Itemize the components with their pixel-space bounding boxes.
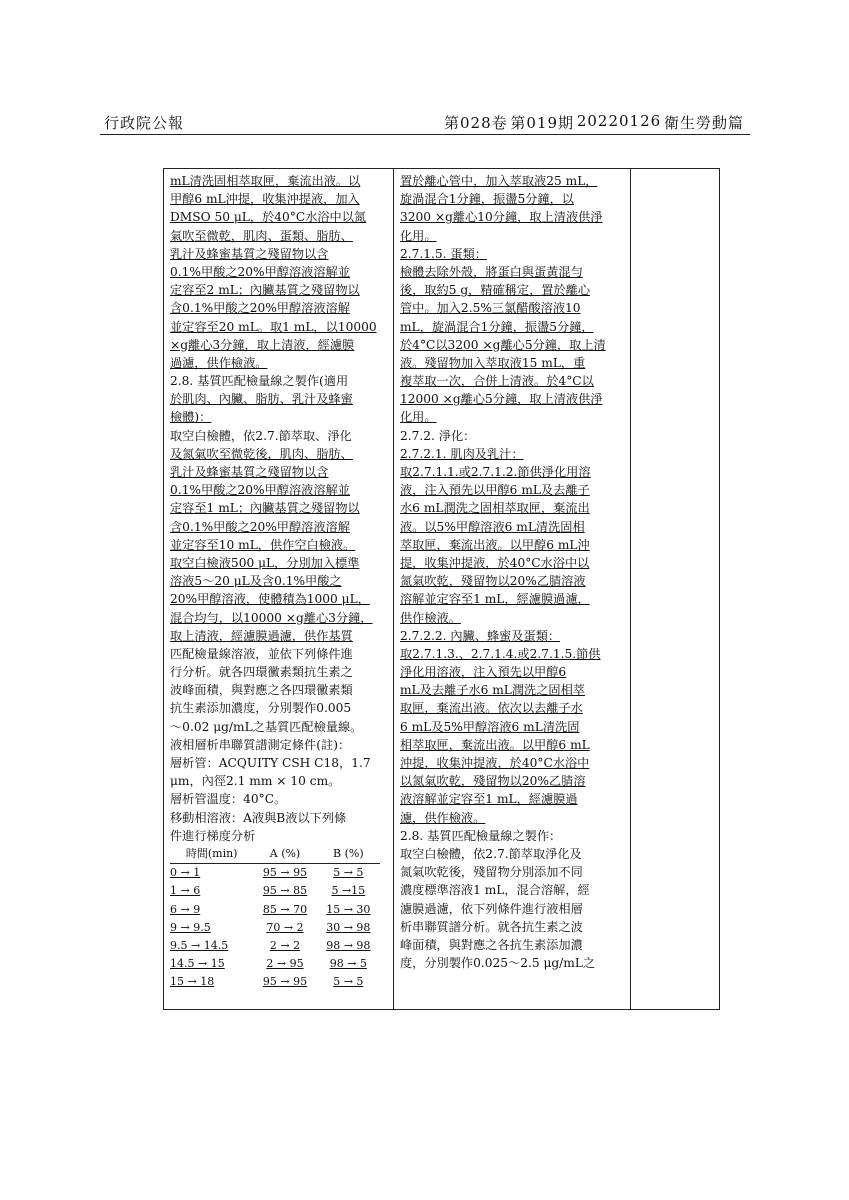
text-line: 2.7.2. 淨化： [400,428,476,443]
table-row [170,919,380,937]
gradient-cell [170,973,253,991]
text-line: 波峰面積，與對應之各四環黴素類 [170,683,353,698]
gradient-cell-value: 95 → 95 [262,975,308,989]
gradient-cell [317,882,380,900]
text-line: 置於離心管中，加入萃取液25 mL， [400,174,598,188]
table-row [170,882,380,900]
gradient-cell-value: 2 → 95 [266,957,304,971]
text-line: DMSO 50 μL，於40°C水浴中以氮 [170,210,367,225]
gradient-cell [253,973,316,991]
text-line: 管中。加入2.5%三氯醋酸溶液10 [400,301,581,316]
text-line: 取上清液，經濾膜過濾，供作基質 [170,628,353,643]
text-line: 過濾，供作檢液。 [170,355,268,370]
text-line: 抗生素添加濃度，分別製作0.005 [170,701,352,716]
text-line: 析串聯質譜分析。就各抗生素之波 [400,919,583,934]
gradient-cell-value: 5 →15 [331,884,366,898]
gradient-header: A (%) [253,845,316,864]
text-line: 移動相溶液：A液與B液以下列條 [170,810,347,825]
gradient-cell-value: 98 → 5 [329,957,367,971]
table-row [170,901,380,919]
text-line: 化用。 [400,228,437,243]
gradient-cell-value: 0 → 1 [170,866,201,880]
text-line: 沖提，收集沖提液，於40°C水浴中 [400,756,590,770]
gradient-cell-value: 30 → 98 [326,920,371,934]
table-row [170,973,380,991]
gradient-cell [170,919,253,937]
gazette-title: 行政院公報 [104,114,185,132]
comparison-table [163,168,720,1010]
gradient-cell [253,955,316,973]
text-line: ～0.02 μg/mL之基質匹配檢量線。 [170,719,363,734]
gradient-header: B (%) [317,845,380,864]
gradient-table [170,845,380,992]
text-line: 濃度標準溶液1 mL，混合溶解，經 [400,883,590,898]
text-line: 取2.7.1.3.、2.7.1.4.或2.7.1.5.節供 [400,646,601,661]
gradient-cell-value: 70 → 2 [266,920,304,934]
gradient-cell-value: 2 → 2 [269,938,301,952]
text-line: 萃取匣，棄流出液。以甲醇6 mL沖 [400,537,590,552]
text-line: 甲醇6 mL沖提，收集沖提液，加入 [170,192,360,207]
issue: 第019期 [510,114,575,132]
text-line: μm，內徑2.1 mm × 10 cm。 [170,774,341,789]
text-line: 2.7.1.5. 蛋類： [400,246,487,261]
text-line: 檢體)： [170,410,212,425]
text-line: 定容至2 mL；內臟基質之殘留物以 [170,283,360,298]
text-line: 層析管：ACQUITY CSH C18，1.7 [170,756,371,770]
text-line: 含0.1%甲酸之20%甲醇溶液溶解 [170,301,350,316]
text-line: 20%甲醇溶液，使體積為1000 μL， [170,592,370,607]
text-line: 6 mL及5%甲醇溶液6 mL清洗固 [400,719,580,734]
header-meta [444,112,744,133]
text-line: 化用。 [400,410,437,425]
text-line: 溶液5～20 μL及含0.1%甲酸之 [170,574,342,589]
text-line: 提，收集沖提液，於40°C水浴中以 [400,555,590,570]
text-line: 含0.1%甲酸之20%甲醇溶液溶解 [170,519,350,534]
amended-text-column [170,172,391,992]
text-line: 供作檢液。 [400,610,461,625]
table-row [170,955,380,973]
gradient-cell [170,901,253,919]
text-line: 氮氣吹乾後，殘留物分別添加不同 [400,865,583,880]
text-line: 於肌肉、內臟、脂肪、乳汁及蜂蜜 [170,392,353,407]
text-line: 12000 ×g離心5分鐘，取上清液供淨 [400,392,603,407]
gradient-cell [317,919,380,937]
gradient-cell [317,864,380,883]
gradient-header: 時間(min) [170,845,253,864]
gradient-cell-value: 5 → 5 [333,866,364,880]
text-line: 液。以5%甲醇溶液6 mL清洗固相 [400,519,585,534]
text-line: 以氮氣吹乾，殘留物以20%乙腈溶 [400,774,586,789]
gradient-cell-value: 95 → 95 [262,866,308,880]
column-divider [630,169,631,1009]
gradient-cell-value: 6 → 9 [170,902,201,916]
text-line: 2.8. 基質匹配檢量線之製作(適用 [170,374,349,389]
text-line: 匹配檢量線溶液，並依下列條件進 [170,646,353,661]
text-line: mL，旋渦混合1分鐘，振盪5分鐘， [400,319,594,334]
gradient-cell [170,882,253,900]
text-line: 濾，供作檢液。 [400,810,486,825]
text-line: 後，取約5 g，精確稱定，置於離心 [400,283,591,298]
text-line: 2.8. 基質匹配檢量線之製作： [400,828,562,843]
gradient-cell [253,864,316,883]
text-line: 0.1%甲酸之20%甲醇溶液溶解並 [170,483,350,498]
gradient-cell [253,919,316,937]
text-line: 乳汁及蜂蜜基質之殘留物以含 [170,246,329,261]
text-line: ×g離心3分鐘，取上清液，經濾膜 [170,337,355,352]
text-line: 液。殘留物加入萃取液15 mL，重 [400,355,586,370]
text-line: 淨化用溶液，注入預先以甲醇6 [400,665,567,680]
text-line: 取空白檢體，依2.7.節萃取淨化及 [400,846,582,861]
gradient-cell [170,937,253,955]
text-line: 溶解並定容至1 mL，經濾膜過濾， [400,592,590,607]
text-line: 水6 mL潤洗之固相萃取匣，棄流出 [400,501,590,516]
gradient-cell-value: 98 → 98 [326,938,371,952]
text-line: 3200 ×g離心10分鐘，取上清液供淨 [400,210,603,225]
text-line: 取空白檢液500 μL，分別加入標準 [170,555,360,570]
text-line: 取2.7.1.1.或2.7.1.2.節供淨化用溶 [400,465,591,479]
text-line: 件進行梯度分析 [170,828,256,843]
gradient-cell-value: 1 → 6 [170,884,201,898]
text-line: 行分析。就各四環黴素類抗生素之 [170,665,353,680]
column-divider [393,169,394,1009]
text-line: 取匣，棄流出液。依次以去離子水 [400,701,583,716]
gradient-cell [253,901,316,919]
text-line: 度，分別製作0.025～2.5 μg/mL之 [400,956,596,971]
gradient-cell [170,864,253,883]
gradient-cell-value: 9 → 9.5 [170,920,211,934]
gradient-cell [317,973,380,991]
gradient-cell-value: 95 → 85 [262,884,308,898]
date: 20220126 [576,112,662,130]
gradient-cell-value: 85 → 70 [262,902,308,916]
volume: 第028卷 [444,114,508,132]
text-line: 2.7.2.1. 肌肉及乳汁： [400,446,524,461]
gradient-cell-value: 15 → 18 [170,975,215,989]
text-line: 相萃取匣，棄流出液。以甲醇6 mL [400,737,590,752]
text-line: 層析管溫度：40°C。 [170,792,287,807]
text-line: 於4°C以3200 ×g離心5分鐘，取上清 [400,337,606,352]
text-line: 取空白檢體，依2.7.節萃取、淨化 [170,428,352,443]
text-line: 氣吹至微乾，肌肉、蛋類、脂肪、 [170,228,353,243]
text-line: 液相層析串聯質譜測定條件(註)： [170,737,351,752]
text-line: 及氮氣吹至微乾後，肌肉、脂肪、 [170,446,353,461]
text-line: 複萃取一次，合併上清液。於4°C以 [400,374,594,389]
table-row [170,937,380,955]
gradient-cell [170,955,253,973]
text-line: 濾膜過濾，依下列條件進行液相層 [400,901,583,916]
text-line: 混合均勻，以10000 ×g離心3分鐘， [170,610,373,625]
gradient-cell-value: 5 → 5 [333,975,364,989]
gradient-cell [317,901,380,919]
text-line: 峰面積，與對應之各抗生素添加濃 [400,937,583,952]
original-text-column [400,172,613,972]
text-line: 液溶解並定容至1 mL，經濾膜過 [400,792,578,807]
text-line: 2.7.2.2. 內臟、蜂蜜及蛋類： [400,628,561,643]
text-line: mL及去離子水6 mL潤洗之固相萃 [400,683,585,698]
text-line: 並定容至10 mL，供作空白檢液。 [170,537,356,552]
gradient-cell [253,937,316,955]
header-rule [100,134,750,135]
gradient-cell [317,955,380,973]
text-line: 乳汁及蜂蜜基質之殘留物以含 [170,465,329,479]
table-row [170,864,380,883]
text-line: 並定容至20 mL。取1 mL，以10000 [170,319,377,334]
section: 衛生勞動篇 [663,114,744,132]
gradient-cell-value: 15 → 30 [326,902,371,916]
text-line: 0.1%甲酸之20%甲醇溶液溶解並 [170,264,350,279]
text-line: 檢體去除外殼，將蛋白與蛋黃混勻 [400,264,583,279]
gradient-cell [253,882,316,900]
gradient-cell [317,937,380,955]
text-line: 氮氣吹乾，殘留物以20%乙腈溶液 [400,574,586,589]
text-line: 定容至1 mL；內臟基質之殘留物以 [170,501,360,516]
text-line: mL清洗固相萃取匣，棄流出液。以 [170,174,361,188]
text-line: 液，注入預先以甲醇6 mL及去離子 [400,483,590,498]
gradient-cell-value: 14.5 → 15 [170,957,225,971]
text-line: 旋渦混合1分鐘，振盪5分鐘，以 [400,192,574,207]
gradient-cell-value: 9.5 → 14.5 [170,938,229,952]
